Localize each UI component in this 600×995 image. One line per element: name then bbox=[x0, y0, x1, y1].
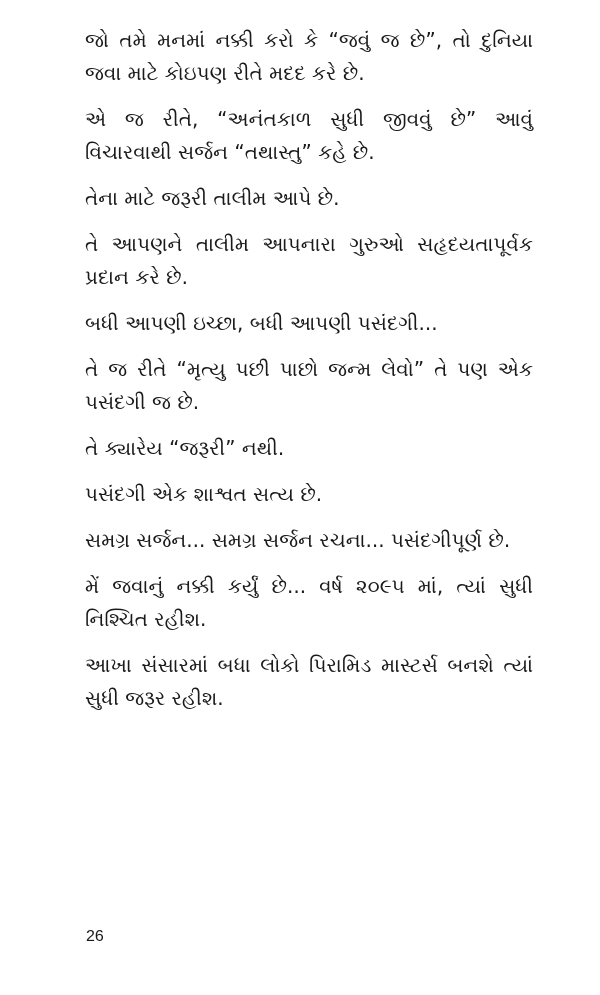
paragraph-3: તેના માટે જરૂરી તાલીમ આપે છે. bbox=[85, 186, 340, 210]
paragraph-1: જો તમે મનમાં નક્કી કરો કે “જવું જ છે”, તો દુનિયા જવા માટે કોઇપણ રીતે મદદ કરે છે. bbox=[85, 28, 533, 85]
paragraph-7: તે ક્યારેય “જરૂરી” નથી. bbox=[85, 436, 285, 460]
paragraph-4: તે આપણને તાલીમ આપનારા ગુરુઓ સહૃદયતાપૂર્વક પ્રદાન કરે છે. bbox=[85, 232, 533, 289]
paragraph-9: સમગ્ર સર્જન... સમગ્ર સર્જન રચના... પસંદગીપૂર્ણ છે. bbox=[85, 528, 511, 552]
page-number: 26 bbox=[86, 928, 104, 945]
paragraph-10: મેં જવાનું નક્કી કર્યું છે... વર્ષ ૨૦૯૫ માં, ત્યાં સુધી નિશ્ચિત રહીશ. bbox=[85, 574, 533, 631]
paragraph-5: બધી આપણી ઇચ્છા, બધી આપણી પસંદગી... bbox=[85, 311, 438, 335]
paragraph-2: એ જ રીતે, “અનંતકાળ સુધી જીવવું છે” આવું વિચારવાથી સર્જન “તથાસ્તુ” કહે છે. bbox=[85, 107, 533, 164]
paragraph-8: પસંદગી એક શાશ્વત સત્ય છે. bbox=[85, 482, 323, 506]
paragraph-11: આખા સંસારમાં બધા લોકો પિરામિડ માસ્ટર્સ બનશે ત્યાં સુધી જરૂર રહીશ. bbox=[85, 653, 533, 710]
paragraph-6: તે જ રીતે “મૃત્યુ પછી પાછો જન્મ લેવો” તે પણ એક પસંદગી જ છે. bbox=[85, 357, 533, 414]
page-body bbox=[85, 24, 533, 728]
